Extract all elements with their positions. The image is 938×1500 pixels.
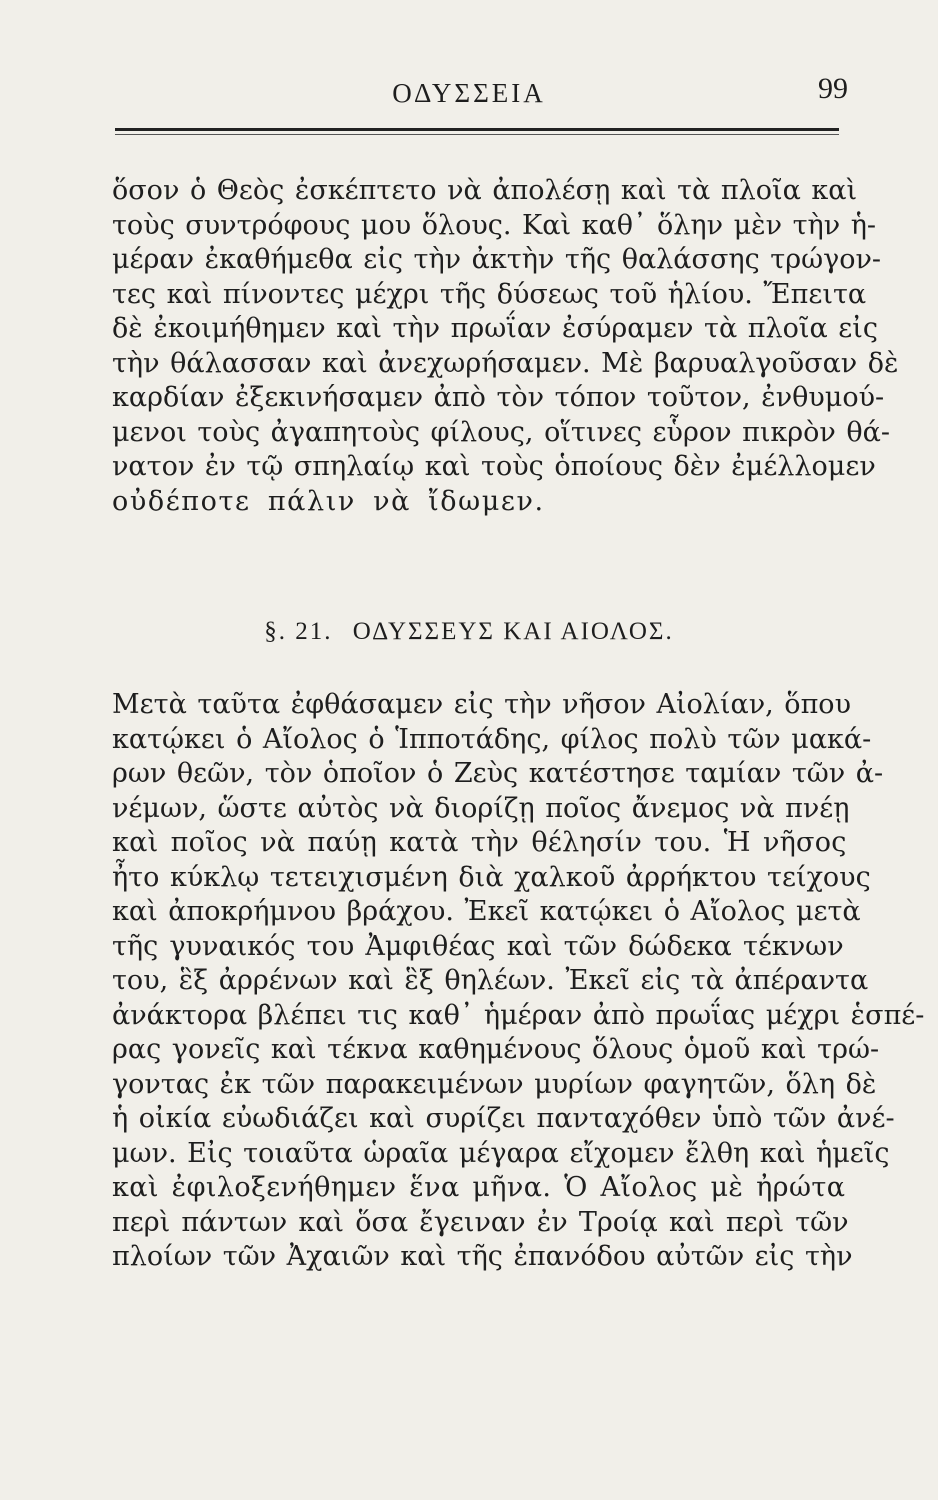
text-line: ρας γονεῖς καὶ τέκνα καθημένους ὅλους ὁμοῦ καὶ τρώ- bbox=[112, 1034, 880, 1065]
text-line: γοντας ἐκ τῶν παρακειμένων μυρίων φαγητῶν, ὅλη δὲ bbox=[112, 1068, 877, 1100]
text-line: ἦτο κύκλῳ τετειχισμένη διὰ χαλκοῦ ἀρρήκτου τείχους bbox=[112, 861, 871, 893]
running-title: ΟΔΥΣΣΕΙΑ bbox=[392, 78, 546, 108]
text-line: τὴν θάλασσαν καὶ ἀνεχωρήσαμεν. Μὲ βαρυαλγοῦσαν δὲ bbox=[112, 347, 899, 379]
text-line: ὅσον ὁ Θεὸς ἐσκέπτετο νὰ ἀπολέσῃ καὶ τὰ πλοῖα καὶ bbox=[112, 175, 858, 206]
text-line: πλοίων τῶν Ἀχαιῶν καὶ τῆς ἐπανόδου αὐτῶν εἰς τὴν bbox=[112, 1241, 853, 1272]
text-line: καρδίαν ἐξεκινήσαμεν ἀπὸ τὸν τόπον τοῦτον, ἐνθυμού- bbox=[112, 382, 885, 413]
page-header bbox=[0, 72, 938, 118]
text-line: νατον ἐν τῷ σπηλαίῳ καὶ τοὺς ὁποίους δὲν ἐμέλλομεν bbox=[112, 451, 876, 482]
paragraph-2 bbox=[112, 688, 925, 1275]
text-line: κατῴκει ὁ Αἴολος ὁ Ἱπποτάδης, φίλος πολὺ τῶν μακά- bbox=[112, 723, 872, 755]
text-line: μων. Εἰς τοιαῦτα ὡραῖα μέγαρα εἴχομεν ἔλθη καὶ ἡμεῖς bbox=[112, 1137, 890, 1169]
text-line: καὶ ἐφιλοξενήθημεν ἕνα μῆνα. Ὁ Αἴολος μὲ ἠρώτα bbox=[112, 1172, 846, 1203]
text-line: οὐδέποτε πάλιν νὰ ἴδωμεν. bbox=[112, 485, 545, 517]
text-line: δὲ ἐκοιμήθημεν καὶ τὴν πρωΐαν ἐσύραμεν τὰ πλοῖα εἰς bbox=[112, 313, 878, 344]
text-line: νέμων, ὥστε αὐτὸς νὰ διορίζῃ ποῖος ἄνεμος νὰ πνέῃ bbox=[112, 792, 850, 824]
text-line: μενοι τοὺς ἀγαπητοὺς φίλους, οἵτινες εὗρον πικρὸν θά- bbox=[112, 416, 891, 448]
section-number: §. 21. bbox=[264, 618, 333, 645]
text-line: ἡ οἰκία εὐωδιάζει καὶ συρίζει πανταχόθεν ὑπὸ τῶν ἀνέ- bbox=[112, 1103, 895, 1134]
text-line: τῆς γυναικός του Ἀμφιθέας καὶ τῶν δώδεκα τέκνων bbox=[112, 930, 844, 962]
paragraph-1 bbox=[112, 174, 899, 519]
text-line: περὶ πάντων καὶ ὅσα ἔγειναν ἐν Τροίᾳ καὶ περὶ τῶν bbox=[112, 1206, 849, 1238]
text-line: τες καὶ πίνοντες μέχρι τῆς δύσεως τοῦ ἡλίου. Ἔπειτα bbox=[112, 278, 867, 310]
text-line: καὶ ποῖος νὰ παύῃ κατὰ τὴν θέλησίν του. Ἡ νῆσος bbox=[112, 827, 847, 858]
page-number: 99 bbox=[818, 72, 848, 105]
text-line: ρων θεῶν, τὸν ὁποῖον ὁ Ζεὺς κατέστησε ταμίαν τῶν ἀ- bbox=[112, 758, 884, 789]
section-title: ΟΔΥΣΣΕΥΣ ΚΑΙ ΑΙΟΛΟΣ. bbox=[352, 618, 674, 645]
text-line: του, ἓξ ἀρρένων καὶ ἓξ θηλέων. Ἐκεῖ εἰς τὰ ἀπέραντα bbox=[112, 965, 869, 996]
text-line: ἀνάκτορα βλέπει τις καθ᾿ ἡμέραν ἀπὸ πρωΐας μέχρι ἑσπέ- bbox=[112, 999, 925, 1031]
text-line: τοὺς συντρόφους μου ὅλους. Καὶ καθ᾿ ὅλην μὲν τὴν ἡ- bbox=[112, 209, 877, 241]
text-line: Μετὰ ταῦτα ἐφθάσαμεν εἰς τὴν νῆσον Αἰολίαν, ὅπου bbox=[112, 689, 851, 720]
header-rule-thin bbox=[115, 134, 839, 135]
section-heading bbox=[0, 618, 938, 646]
text-line: μέραν ἐκαθήμεθα εἰς τὴν ἀκτὴν τῆς θαλάσσης τρώγον- bbox=[112, 244, 882, 275]
text-line: καὶ ἀποκρήμνου βράχου. Ἐκεῖ κατῴκει ὁ Αἴολος μετὰ bbox=[112, 896, 861, 927]
header-rule bbox=[115, 128, 839, 131]
